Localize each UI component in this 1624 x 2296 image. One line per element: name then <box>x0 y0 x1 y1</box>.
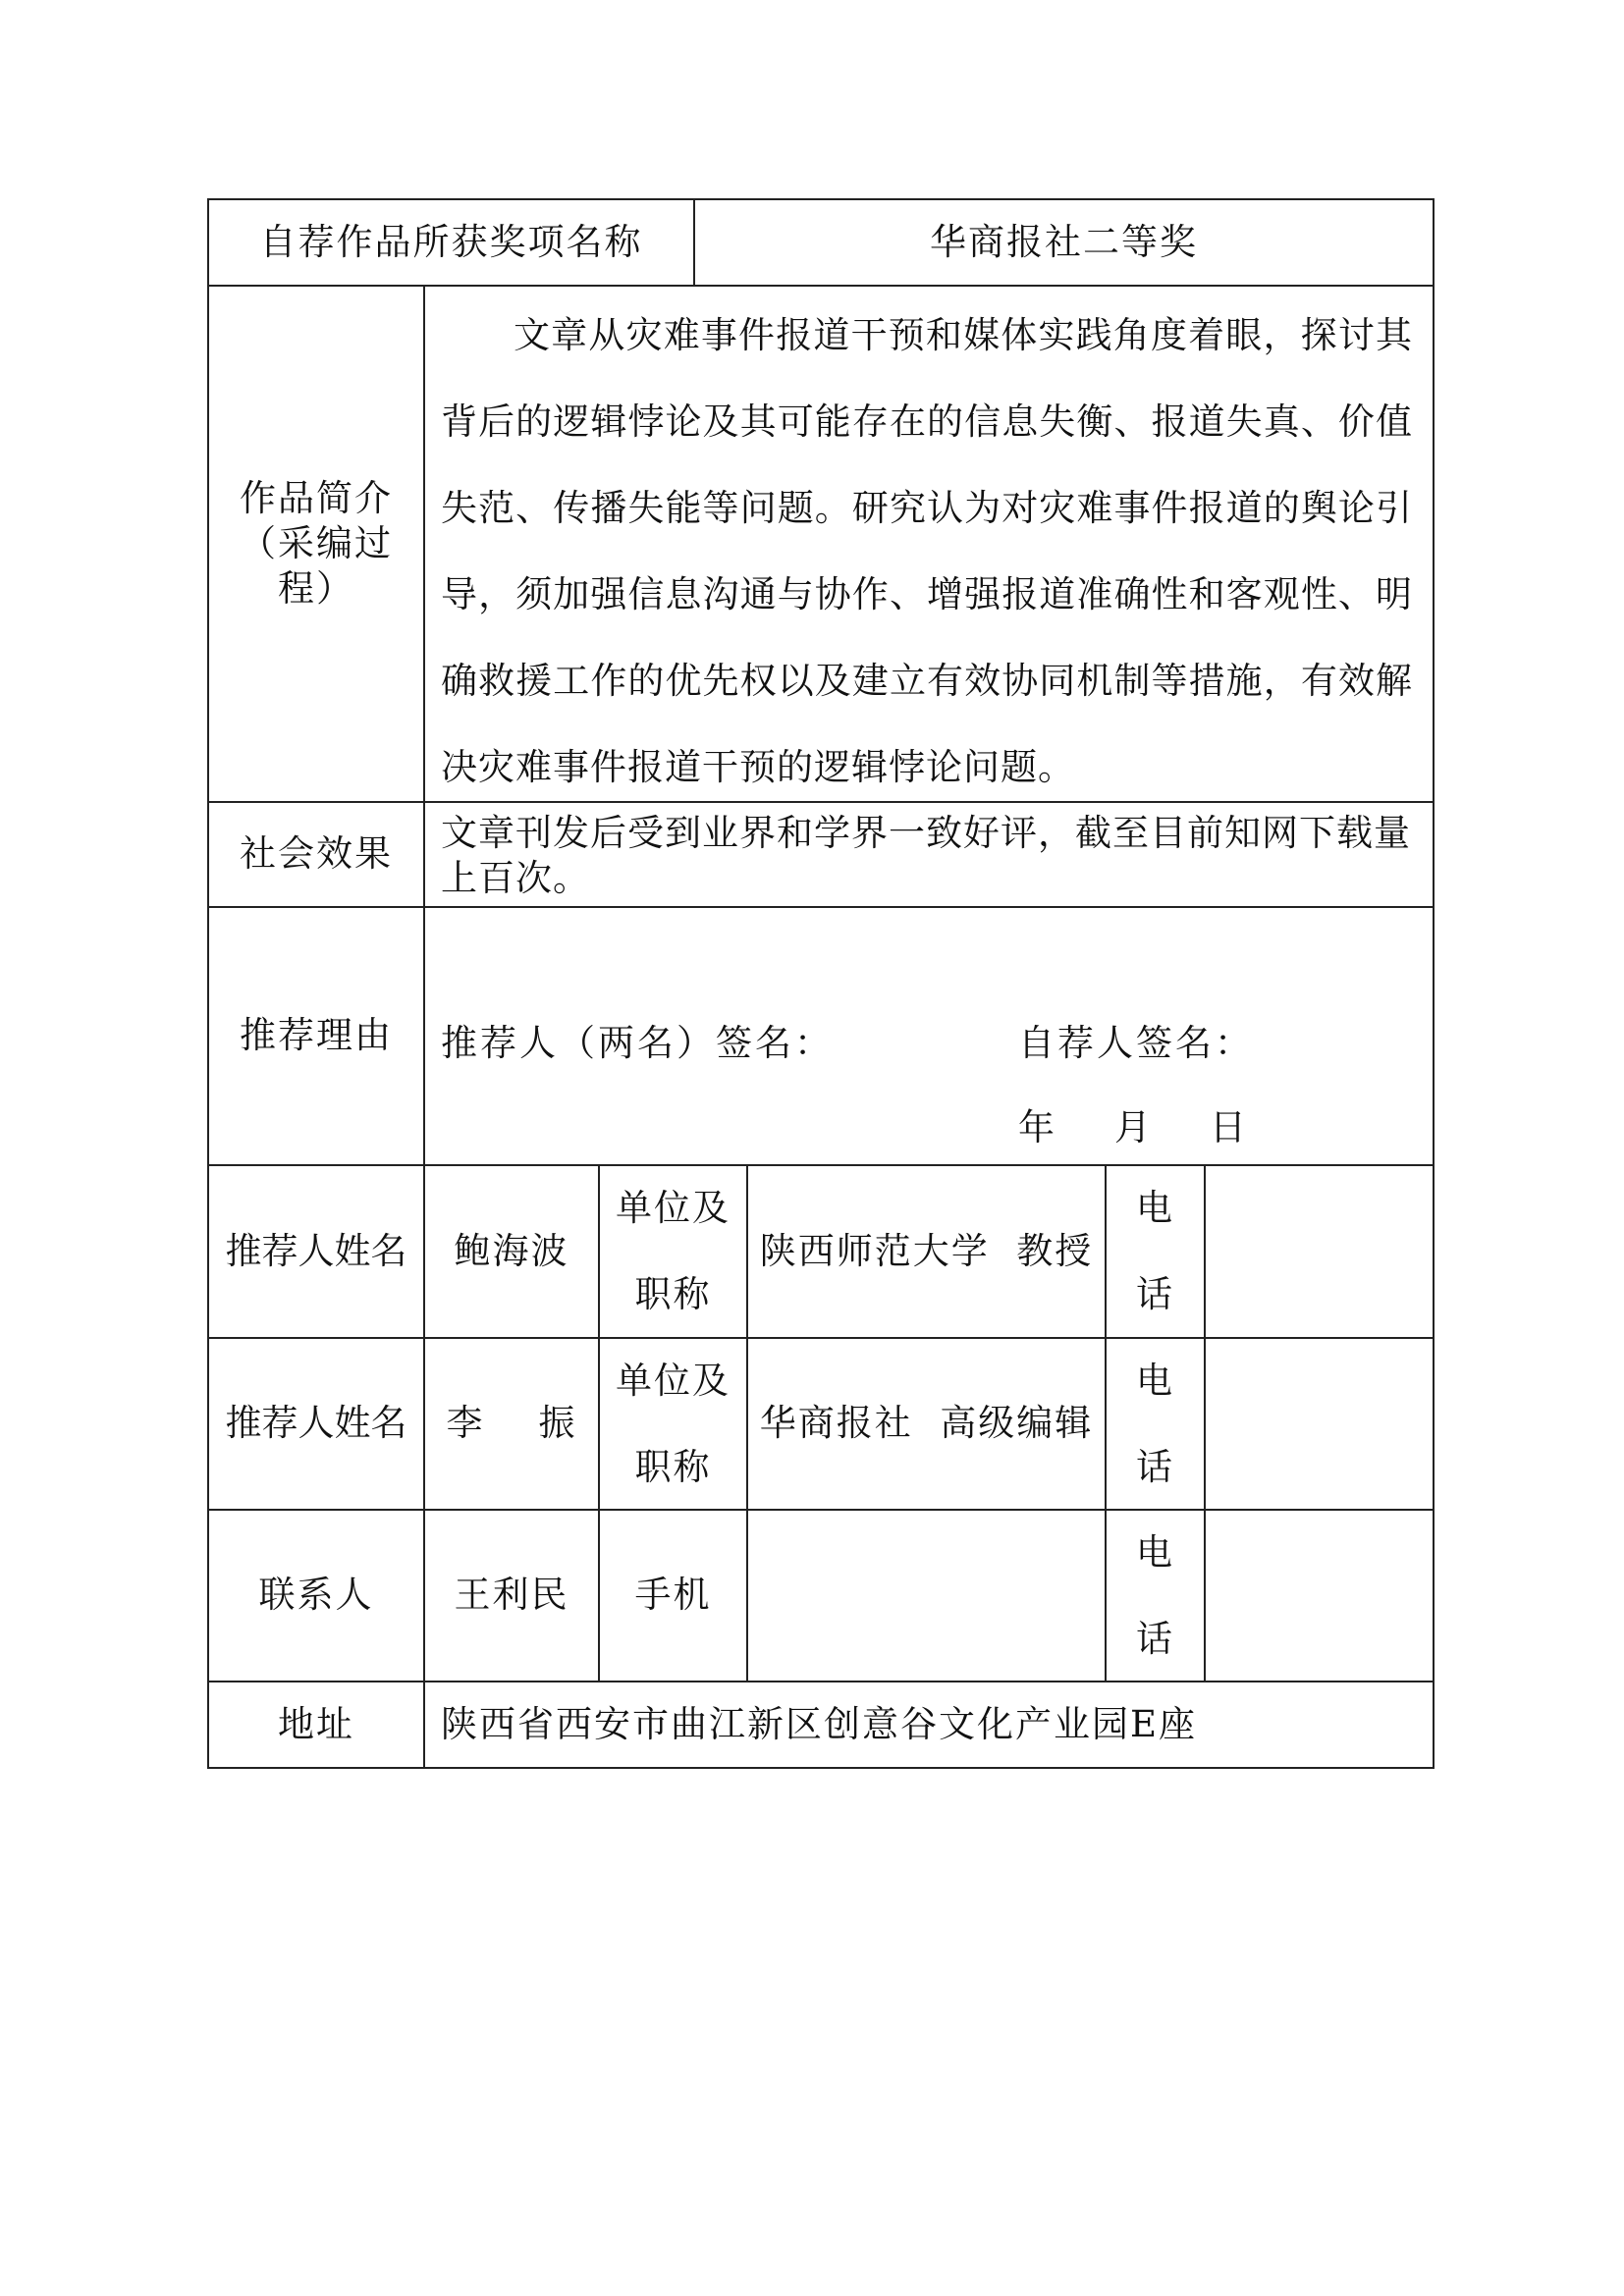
recommendation-label: 推荐理由 <box>240 1014 393 1057</box>
date-day: 日 <box>1210 1106 1249 1148</box>
recommender-name-label: 推荐人姓名 <box>225 1402 407 1445</box>
summary-label-line1: 作品简介 <box>240 477 393 519</box>
date-year: 年 <box>1018 1106 1057 1148</box>
phone-label <box>1107 1166 1204 1337</box>
phone-label-line2: 话 <box>1136 1273 1174 1315</box>
unit-title-label <box>600 1166 746 1337</box>
recommender-phone <box>1206 1166 1433 1337</box>
recommender-name: 鲍海波 <box>454 1229 569 1272</box>
recommender-phone <box>1206 1339 1433 1509</box>
summary-label-line3: 程） <box>278 567 354 610</box>
address-label: 地址 <box>278 1702 354 1745</box>
recommendation-form-table <box>207 198 1435 1769</box>
address-value: 陕西省西安市曲江新区创意谷文化产业园E座 <box>441 1702 1198 1745</box>
summary-label <box>209 287 423 801</box>
social-effect-text <box>441 811 1413 901</box>
unit-title-label-line2: 职称 <box>634 1273 712 1315</box>
phone-label <box>1107 1511 1204 1681</box>
summary-label-line2: （采编过 <box>240 522 393 564</box>
unit-title-label-line1: 单位及 <box>616 1359 731 1402</box>
social-effect-label: 社会效果 <box>240 832 393 876</box>
self-signature-label: 自荐人签名： <box>1018 1022 1254 1064</box>
recommender-unit: 华商报社 高级编辑 <box>759 1402 1094 1445</box>
unit-title-label-line1: 单位及 <box>616 1187 731 1229</box>
phone-label-line1: 电 <box>1136 1187 1174 1229</box>
mobile-label: 手机 <box>634 1574 712 1617</box>
award-label: 自荐作品所获奖项名称 <box>259 220 643 263</box>
unit-title-label-line2: 职称 <box>634 1445 712 1488</box>
contact-name: 王利民 <box>454 1574 569 1617</box>
phone-label-line2: 话 <box>1136 1617 1174 1660</box>
phone-label-line1: 电 <box>1136 1359 1174 1402</box>
phone-label <box>1107 1339 1204 1509</box>
recommender-name-label: 推荐人姓名 <box>225 1229 407 1272</box>
unit-title-label <box>600 1339 746 1509</box>
award-value: 华商报社二等奖 <box>930 220 1198 263</box>
recommenders-signature-label: 推荐人（两名）签名： <box>441 1022 834 1064</box>
contact-label: 联系人 <box>258 1574 374 1617</box>
phone-label-line2: 话 <box>1136 1445 1174 1488</box>
recommender-name: 李 振 <box>446 1402 577 1445</box>
social-effect-line1: 文章刊发后受到业界和学界一致好评，截至目前知网下载量 <box>441 812 1411 854</box>
date-month: 月 <box>1114 1106 1154 1148</box>
summary-text: 文章从灾难事件报道干预和媒体实践角度着眼，探讨其背后的逻辑悖论及其可能存在的信息失衡、报道失真、价值失范、传播失能等问题。研究认为对灾难事件报道的舆论引导，须加强信息沟通与协作、增强报道准确性和客观性、明确救援工作的优先权以及建立有效协同机制等措施，有效解决灾难事件报道干预的逻辑悖论问题。 <box>441 314 1413 788</box>
contact-mobile <box>748 1511 1105 1681</box>
recommender-unit: 陕西师范大学 教授 <box>759 1229 1094 1272</box>
contact-phone <box>1206 1511 1433 1681</box>
social-effect-line2: 上百次。 <box>441 857 590 899</box>
phone-label-line1: 电 <box>1136 1530 1174 1574</box>
